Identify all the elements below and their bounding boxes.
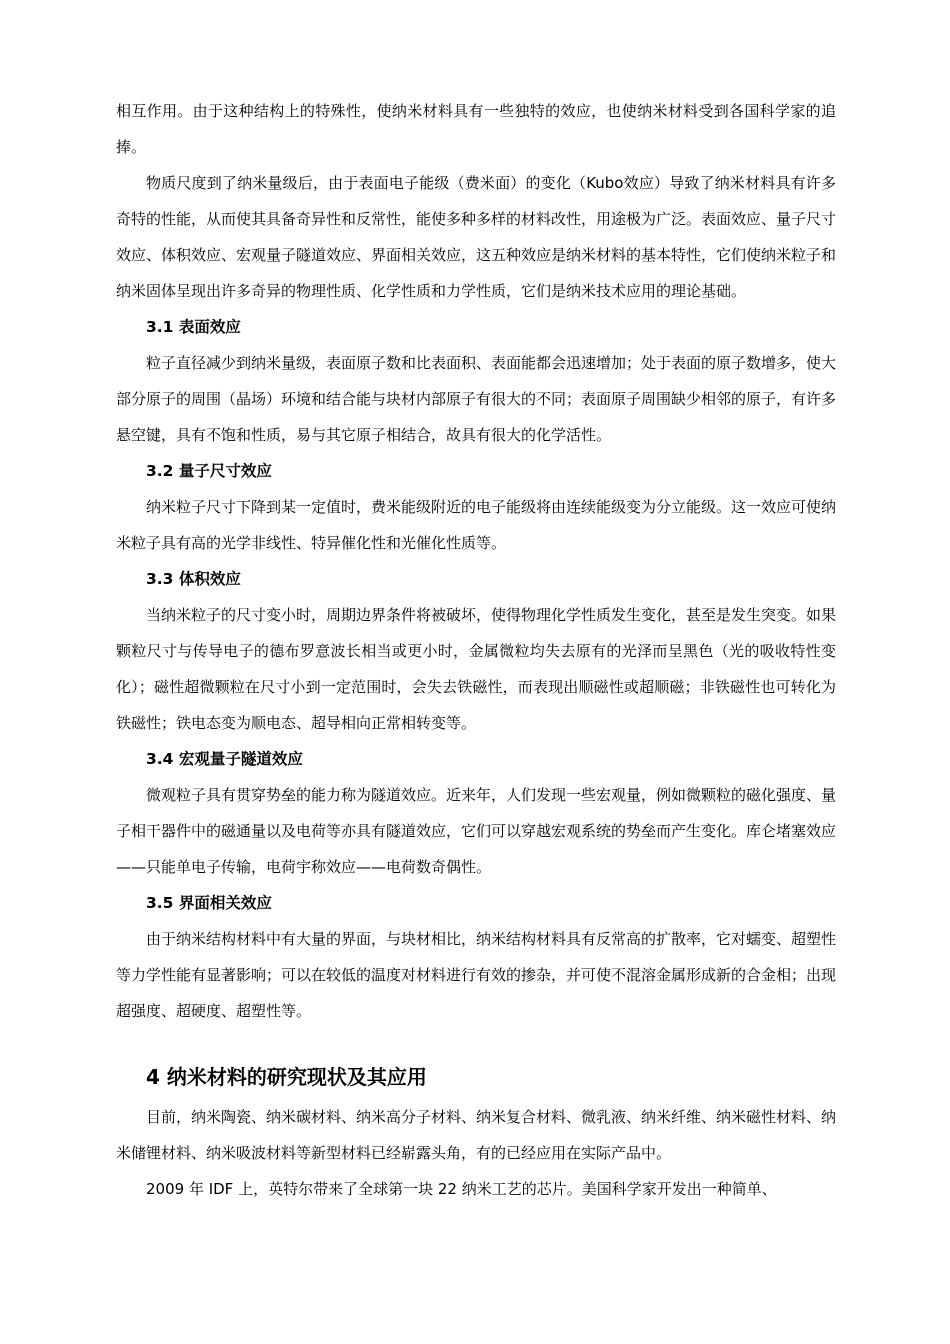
paragraph-intro-continued: 相互作用。由于这种结构上的特殊性，使纳米材料具有一些独特的效应，也使纳米材料受到各国科学家的追捧。: [116, 102, 836, 156]
heading-3-2-quantum-size-effect: 3.2 量子尺寸效应: [146, 462, 272, 480]
paragraph-kubo-effect: 物质尺度到了纳米量级后，由于表面电子能级（费米面）的变化（Kubo效应）导致了纳米材料具有许多奇特的性能，从而使其具备奇异性和反常性，能使多种多样的材料改性，用途极为广泛。表面效应、量子尺寸效应、体积效应、宏观量子隧道效应、界面相关效应，这五种效应是纳米材料的基本特性，它们使纳米粒子和纳米固体呈现出许多奇异的物理性质、化学性质和力学性质，它们是纳米技术应用的理论基础。: [116, 174, 837, 300]
paragraph-intel-chip: 2009 年 IDF 上，英特尔带来了全球第一块 22 纳米工艺的芯片。美国科学家开发出一种简单、: [146, 1180, 777, 1198]
paragraph-volume-effect: 当纳米粒子的尺寸变小时，周期边界条件将被破坏，使得物理化学性质发生变化，甚至是发生突变。如果颗粒尺寸与传导电子的德布罗意波长相当或更小时，金属微粒均失去原有的光泽而呈黑色（光的吸收特性变化）；磁性超微颗粒在尺寸小到一定范围时，会失去铁磁性，而表现出顺磁性或超顺磁；非铁磁性也可转化为铁磁性；铁电态变为顺电态、超导相向正常相转变等。: [116, 606, 837, 732]
paragraph-tunnel-effect: 微观粒子具有贯穿势垒的能力称为隧道效应。近来年，人们发现一些宏观量，例如微颗粒的磁化强度、量子相干器件中的磁通量以及电荷等亦具有隧道效应，它们可以穿越宏观系统的势垒而产生变化。库仑堵塞效应——只能单电子传输，电荷宇称效应——电荷数奇偶性。: [116, 786, 837, 876]
heading-3-3-volume-effect: 3.3 体积效应: [146, 570, 241, 588]
heading-3-1-surface-effect: 3.1 表面效应: [146, 318, 241, 336]
paragraph-interface-effect: 由于纳米结构材料中有大量的界面，与块材相比，纳米结构材料具有反常高的扩散率，它对蠕变、超塑性等力学性能有显著影响；可以在较低的温度对材料进行有效的掺杂，并可使不混溶金属形成新的合金相；出现超强度、超硬度、超塑性等。: [116, 930, 837, 1020]
document-page: [116, 93, 836, 1207]
paragraph-quantum-size-effect: 纳米粒子尺寸下降到某一定值时，费米能级附近的电子能级将由连续能级变为分立能级。这一效应可使纳米粒子具有高的光学非线性、特异催化性和光催化性质等。: [116, 498, 837, 552]
paragraph-new-materials: 目前，纳米陶瓷、纳米碳材料、纳米高分子材料、纳米复合材料、微乳液、纳米纤维、纳米磁性材料、纳米储锂材料、纳米吸波材料等新型材料已经崭露头角，有的已经应用在实际产品中。: [116, 1108, 837, 1162]
heading-3-4-tunnel-effect: 3.4 宏观量子隧道效应: [146, 750, 303, 768]
paragraph-surface-effect: 粒子直径减少到纳米量级，表面原子数和比表面积、表面能都会迅速增加；处于表面的原子数增多，使大部分原子的周围（晶场）环境和结合能与块材内部原子有很大的不同；表面原子周围缺少相邻的原子，有许多悬空键，具有不饱和性质，易与其它原子相结合，故具有很大的化学活性。: [116, 354, 837, 444]
heading-3-5-interface-effect: 3.5 界面相关效应: [146, 894, 272, 912]
heading-4-research-status: 4 纳米材料的研究现状及其应用: [146, 1065, 427, 1089]
